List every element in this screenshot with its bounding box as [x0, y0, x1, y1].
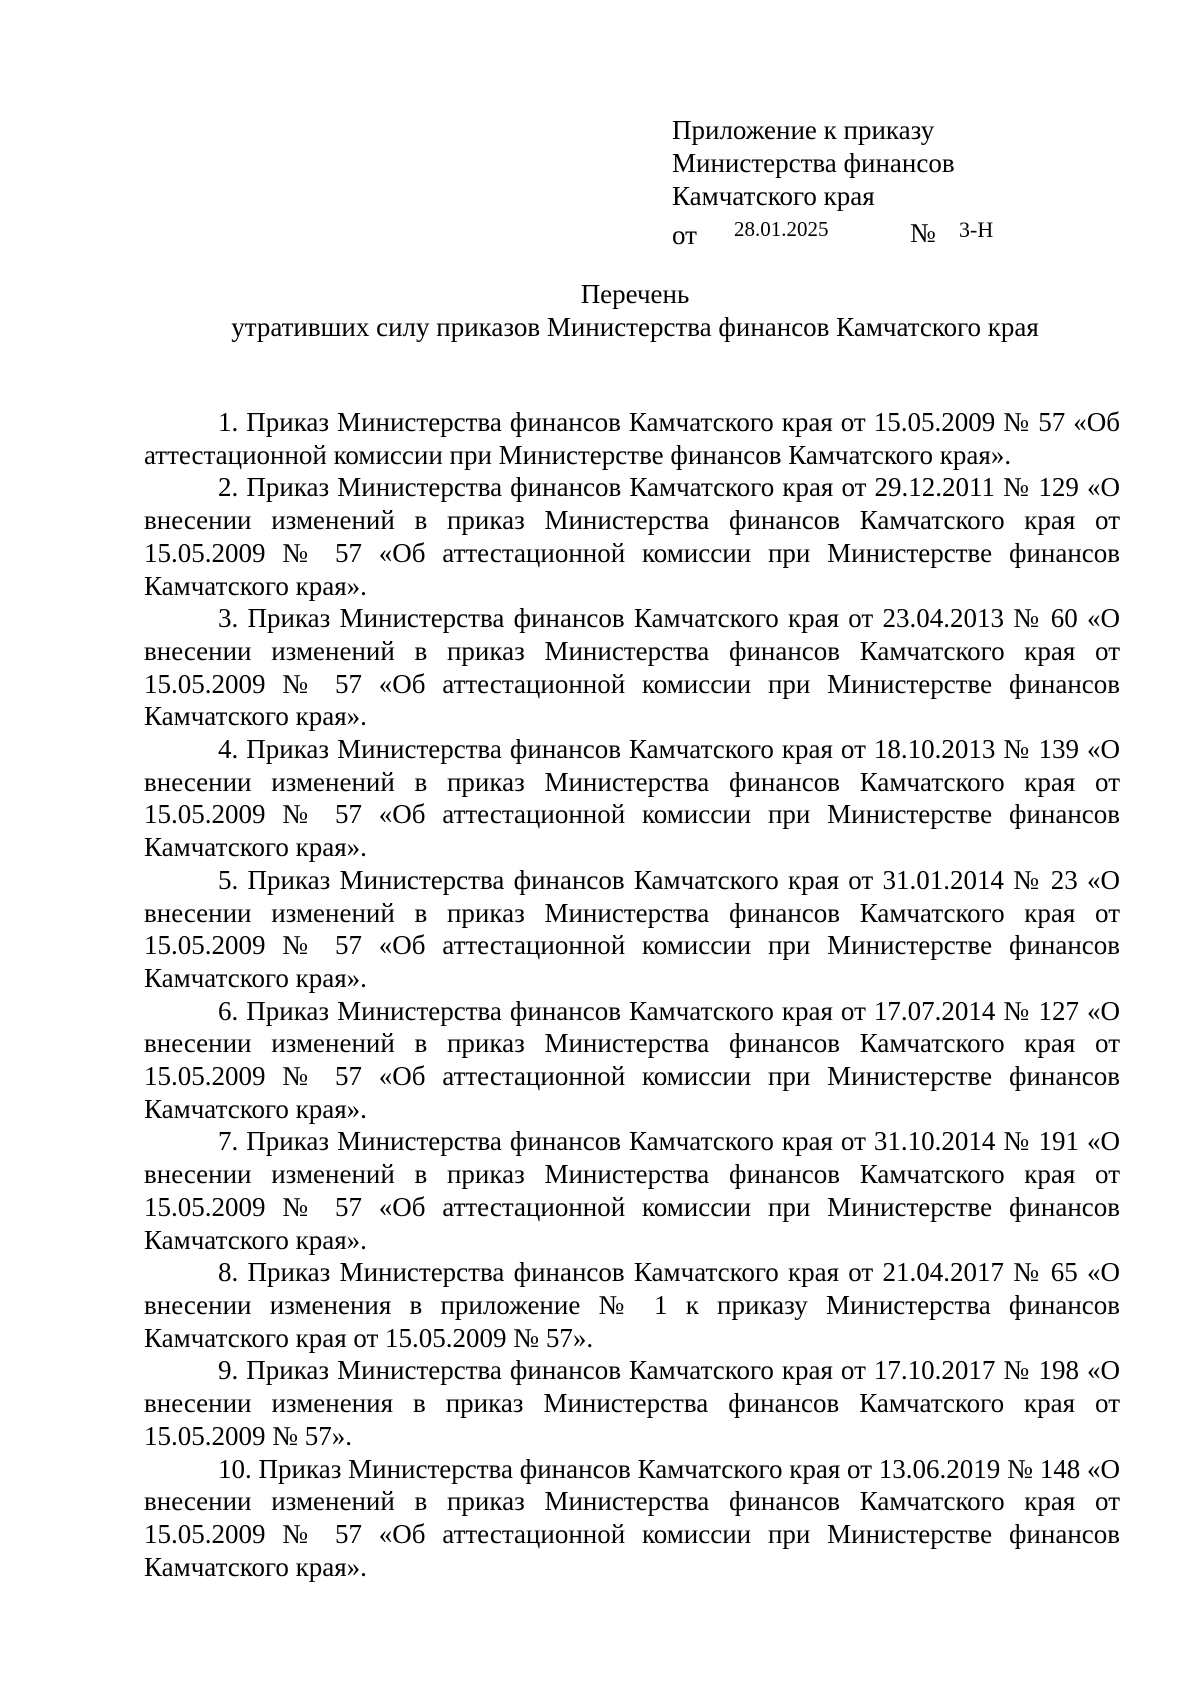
list-item: 9. Приказ Министерства финансов Камчатского края от 17.10.2017 № 198 «О внесении изменения в приказ Министерства финансов Камчатского края от 15.05.2009 № 57». — [144, 1355, 1120, 1451]
order-date: 28.01.2025 — [734, 217, 829, 241]
number-sign: № — [910, 218, 936, 248]
appendix-header — [672, 114, 994, 250]
appendix-line-1: Приложение к приказу — [672, 115, 935, 145]
document-title — [0, 278, 1200, 344]
appendix-line-2: Министерства финансов — [672, 148, 955, 178]
list-item: 6. Приказ Министерства финансов Камчатского края от 17.07.2014 № 127 «О внесении изменений в приказ Министерства финансов Камчатского края от 15.05.2009 № 57 «Об аттестационной комиссии при Министерстве финансов Камчатского края». — [144, 995, 1120, 1124]
appendix-line-3: Камчатского края — [672, 181, 875, 211]
date-prefix: от — [672, 220, 697, 250]
title-line-1: Перечень — [580, 279, 690, 309]
list-item: 5. Приказ Министерства финансов Камчатского края от 31.01.2014 № 23 «О внесении изменений в приказ Министерства финансов Камчатского края от 15.05.2009 № 57 «Об аттестационной комиссии при Министерстве финансов Камчатского края». — [144, 864, 1120, 993]
revoked-orders-list — [144, 406, 1120, 1583]
list-item: 10. Приказ Министерства финансов Камчатского края от 13.06.2019 № 148 «О внесении изменений в приказ Министерства финансов Камчатского края от 15.05.2009 № 57 «Об аттестационной комиссии при Министерстве финансов Камчатского края». — [144, 1453, 1120, 1582]
title-line-2: утративших силу приказов Министерства финансов Камчатского края — [231, 312, 1039, 342]
order-number: 3-Н — [959, 217, 994, 242]
order-reference — [672, 213, 994, 250]
list-item: 2. Приказ Министерства финансов Камчатского края от 29.12.2011 № 129 «О внесении изменений в приказ Министерства финансов Камчатского края от 15.05.2009 № 57 «Об аттестационной комиссии при Министерстве финансов Камчатского края». — [144, 472, 1120, 601]
list-item: 1. Приказ Министерства финансов Камчатского края от 15.05.2009 № 57 «Об аттестационной комиссии при Министерстве финансов Камчатского края». — [144, 407, 1120, 470]
list-item: 4. Приказ Министерства финансов Камчатского края от 18.10.2013 № 139 «О внесении изменений в приказ Министерства финансов Камчатского края от 15.05.2009 № 57 «Об аттестационной комиссии при Министерстве финансов Камчатского края». — [144, 734, 1120, 863]
list-item: 3. Приказ Министерства финансов Камчатского края от 23.04.2013 № 60 «О внесении изменений в приказ Министерства финансов Камчатского края от 15.05.2009 № 57 «Об аттестационной комиссии при Министерстве финансов Камчатского края». — [144, 603, 1120, 732]
list-item: 7. Приказ Министерства финансов Камчатского края от 31.10.2014 № 191 «О внесении изменений в приказ Министерства финансов Камчатского края от 15.05.2009 № 57 «Об аттестационной комиссии при Министерстве финансов Камчатского края». — [144, 1126, 1120, 1255]
list-item: 8. Приказ Министерства финансов Камчатского края от 21.04.2017 № 65 «О внесении изменения в приложение № 1 к приказу Министерства финансов Камчатского края от 15.05.2009 № 57». — [144, 1257, 1120, 1353]
